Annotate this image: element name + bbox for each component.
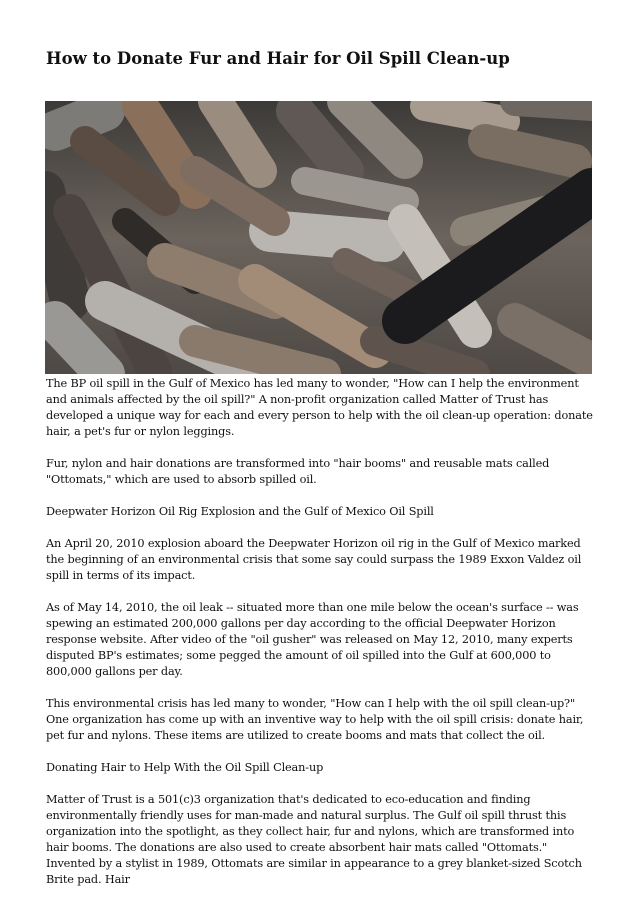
- page-title: How to Donate Fur and Hair for Oil Spill Clean-up: [46, 49, 510, 68]
- paragraph: As of May 14, 2010, the oil leak -- situated more than one mile below the ocean's surface -- was spewing an estimated 200,000 gallons per day according to the official Deepwater Horizon response website. After video of the "oil gusher" was released on May 12, 2010, many experts disputed BP's estimates; some pegged the amount of oil spilled into the Gulf at 600,000 to 800,000 gallons per day.: [46, 601, 579, 678]
- paragraph: An April 20, 2010 explosion aboard the Deepwater Horizon oil rig in the Gulf of Mexico marked the beginning of an environmental crisis that some say could surpass the 1989 Exxon Valdez oil spill in terms of its impact.: [46, 537, 582, 582]
- section-heading: Deepwater Horizon Oil Rig Explosion and the Gulf of Mexico Oil Spill: [46, 505, 434, 518]
- section-heading: Donating Hair to Help With the Oil Spill Clean-up: [46, 761, 324, 774]
- paragraph: The BP oil spill in the Gulf of Mexico has led many to wonder, "How can I help the environment and animals affected by the oil spill?" A non-profit organization called Matter of Trust has developed a unique way for each and every person to help with the oil clean-up operation: donate hair, a pet's fur or nylon leggings.: [46, 377, 593, 438]
- paragraph: Matter of Trust is a 501(c)3 organization that's dedicated to eco-education and finding environmentally friendly uses for man-made and natural surplus. The Gulf oil spill thrust this organization into the spotlight, as they collect hair, fur and nylons, which are transformed into hair booms. The donations are also used to create absorbent hair mats called "Ottomats." Invented by a stylist in 1989, Ottomats are similar in appearance to a grey blanket-sized Scotch Brite pad. Hair: [46, 793, 582, 886]
- hair-booms-photo: [45, 101, 592, 374]
- paragraph: This environmental crisis has led many to wonder, "How can I help with the oil spill clean-up?" One organization has come up with an inventive way to help with the oil spill crisis: donate hair, pet fur and nylons. These items are utilized to create booms and mats that collect the oil.: [46, 697, 584, 742]
- paragraph: Fur, nylon and hair donations are transformed into "hair booms" and reusable mats called "Ottomats," which are used to absorb spilled oil.: [46, 457, 550, 486]
- article-body: [46, 376, 594, 904]
